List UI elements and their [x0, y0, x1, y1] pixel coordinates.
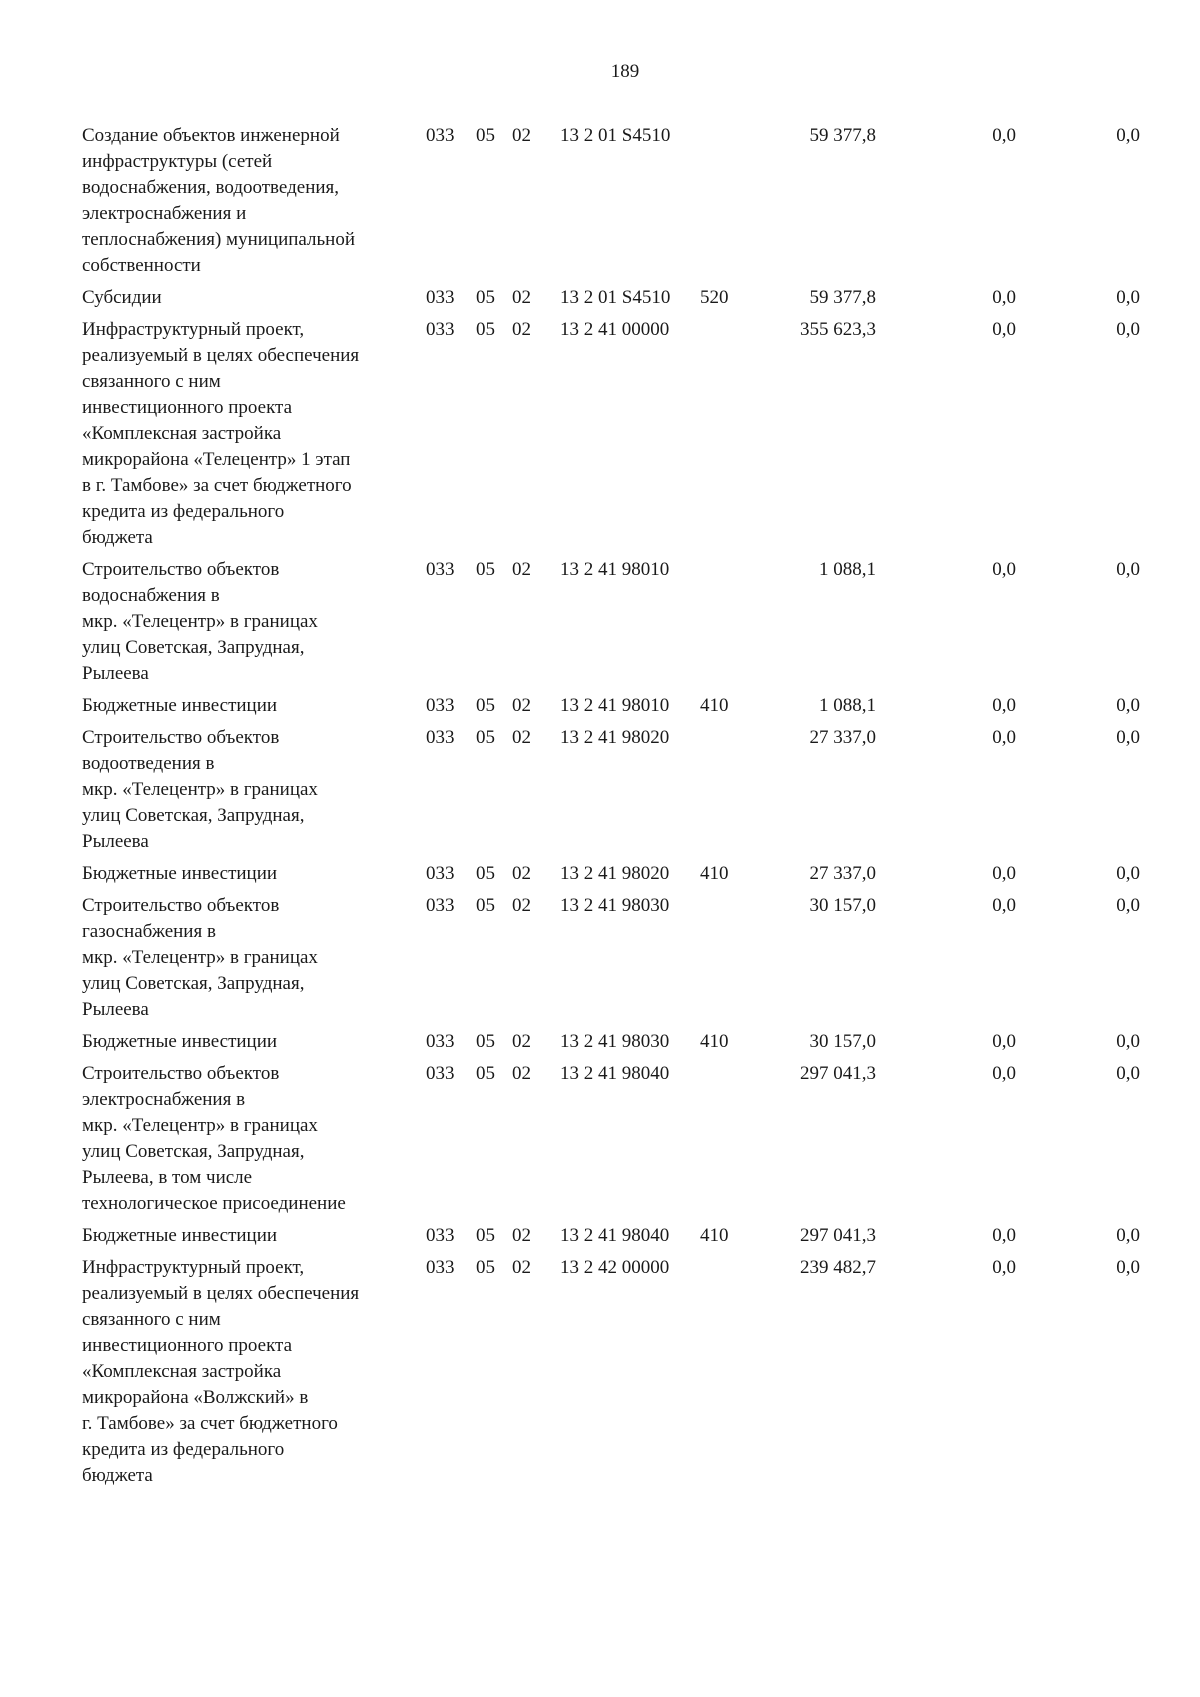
target-article-cell: 13 2 41 98040	[560, 1225, 670, 1246]
amount-year2-cell: 0,0	[992, 559, 1016, 580]
expense-type-cell: 410	[700, 1031, 729, 1052]
department-code-cell: 033	[426, 1031, 455, 1052]
amount-year2-cell: 0,0	[992, 125, 1016, 146]
item-name-line: водоснабжения, водоотведения,	[82, 177, 340, 198]
item-name-line: реализуемый в целях обеспечения	[82, 1283, 360, 1304]
target-article-cell: 13 2 01 S4510	[560, 287, 671, 308]
item-name-cell	[82, 123, 426, 285]
target-article-cell: 13 2 41 98030	[560, 895, 670, 916]
subsection-code-cell: 02	[512, 695, 531, 716]
department-code-cell: 033	[426, 287, 455, 308]
section-code-cell: 05	[476, 287, 495, 308]
item-name-line: улиц Советская, Запрудная,	[82, 805, 305, 826]
item-name-line: Создание объектов инженерной	[82, 125, 340, 146]
expense-type-cell: 410	[700, 695, 729, 716]
table-row	[82, 123, 1140, 285]
item-name-line: Рылеева, в том числе	[82, 1167, 253, 1188]
item-name-line: водоснабжения в	[82, 585, 220, 606]
item-name-cell	[82, 861, 426, 893]
amount-year2-cell: 0,0	[992, 695, 1016, 716]
item-name-line: Бюджетные инвестиции	[82, 1225, 278, 1246]
expense-type-cell	[700, 123, 748, 285]
department-code-cell: 033	[426, 895, 455, 916]
item-name-line: реализуемый в целях обеспечения	[82, 345, 360, 366]
target-article-cell: 13 2 41 98020	[560, 727, 670, 748]
item-name-line: инвестиционного проекта	[82, 397, 293, 418]
amount-year1-cell: 1 088,1	[819, 559, 876, 580]
amount-year2-cell: 0,0	[992, 1257, 1016, 1278]
amount-year2-cell: 0,0	[992, 1063, 1016, 1084]
expense-type-cell	[700, 725, 748, 861]
item-name-line: Строительство объектов	[82, 727, 280, 748]
budget-table-body	[82, 123, 1140, 1495]
amount-year1-cell: 27 337,0	[809, 863, 876, 884]
amount-year2-cell: 0,0	[992, 895, 1016, 916]
amount-year1-cell: 297 041,3	[800, 1225, 876, 1246]
item-name-line: Строительство объектов	[82, 1063, 280, 1084]
table-row	[82, 893, 1140, 1029]
amount-year1-cell: 59 377,8	[809, 125, 876, 146]
table-row	[82, 861, 1140, 893]
department-code-cell: 033	[426, 319, 455, 340]
target-article-cell: 13 2 41 98020	[560, 863, 670, 884]
item-name-line: мкр. «Телецентр» в границах	[82, 1115, 318, 1136]
expense-type-cell	[700, 317, 748, 557]
amount-year2-cell: 0,0	[992, 1031, 1016, 1052]
amount-year3-cell: 0,0	[1116, 125, 1140, 146]
table-row	[82, 557, 1140, 693]
department-code-cell: 033	[426, 1063, 455, 1084]
expense-type-cell	[700, 1061, 748, 1223]
section-code-cell: 05	[476, 559, 495, 580]
department-code-cell: 033	[426, 863, 455, 884]
subsection-code-cell: 02	[512, 1031, 531, 1052]
item-name-line: в г. Тамбове» за счет бюджетного	[82, 475, 352, 496]
section-code-cell: 05	[476, 125, 495, 146]
item-name-cell	[82, 557, 426, 693]
item-name-line: г. Тамбове» за счет бюджетного	[82, 1413, 338, 1434]
item-name-line: водоотведения в	[82, 753, 215, 774]
amount-year2-cell: 0,0	[992, 1225, 1016, 1246]
target-article-cell: 13 2 41 98010	[560, 559, 670, 580]
item-name-cell	[82, 893, 426, 1029]
subsection-code-cell: 02	[512, 125, 531, 146]
table-row	[82, 1255, 1140, 1495]
item-name-line: бюджета	[82, 527, 153, 548]
subsection-code-cell: 02	[512, 319, 531, 340]
table-row	[82, 317, 1140, 557]
amount-year3-cell: 0,0	[1116, 1063, 1140, 1084]
table-row	[82, 1061, 1140, 1223]
amount-year3-cell: 0,0	[1116, 895, 1140, 916]
target-article-cell: 13 2 41 98040	[560, 1063, 670, 1084]
item-name-line: Бюджетные инвестиции	[82, 863, 278, 884]
section-code-cell: 05	[476, 695, 495, 716]
subsection-code-cell: 02	[512, 1257, 531, 1278]
item-name-line: Строительство объектов	[82, 559, 280, 580]
item-name-line: мкр. «Телецентр» в границах	[82, 779, 318, 800]
expense-type-cell	[700, 557, 748, 693]
amount-year1-cell: 27 337,0	[809, 727, 876, 748]
expense-type-cell: 410	[700, 1225, 729, 1246]
amount-year2-cell: 0,0	[992, 319, 1016, 340]
target-article-cell: 13 2 41 00000	[560, 319, 670, 340]
item-name-cell	[82, 725, 426, 861]
item-name-cell	[82, 317, 426, 557]
amount-year1-cell: 355 623,3	[800, 319, 876, 340]
item-name-line: микрорайона «Волжский» в	[82, 1387, 309, 1408]
item-name-line: Бюджетные инвестиции	[82, 695, 278, 716]
item-name-line: технологическое присоединение	[82, 1193, 346, 1214]
item-name-line: кредита из федерального	[82, 501, 285, 522]
section-code-cell: 05	[476, 319, 495, 340]
table-row	[82, 285, 1140, 317]
subsection-code-cell: 02	[512, 1063, 531, 1084]
amount-year2-cell: 0,0	[992, 727, 1016, 748]
budget-table	[82, 123, 1140, 1495]
target-article-cell: 13 2 41 98010	[560, 695, 670, 716]
section-code-cell: 05	[476, 1031, 495, 1052]
subsection-code-cell: 02	[512, 727, 531, 748]
amount-year3-cell: 0,0	[1116, 1031, 1140, 1052]
section-code-cell: 05	[476, 1063, 495, 1084]
table-row	[82, 1223, 1140, 1255]
item-name-line: Рылеева	[82, 663, 149, 684]
amount-year1-cell: 30 157,0	[809, 1031, 876, 1052]
expense-type-cell	[700, 893, 748, 1029]
amount-year3-cell: 0,0	[1116, 863, 1140, 884]
item-name-cell	[82, 1061, 426, 1223]
amount-year3-cell: 0,0	[1116, 1257, 1140, 1278]
section-code-cell: 05	[476, 727, 495, 748]
department-code-cell: 033	[426, 727, 455, 748]
table-row	[82, 725, 1140, 861]
amount-year1-cell: 30 157,0	[809, 895, 876, 916]
amount-year3-cell: 0,0	[1116, 695, 1140, 716]
item-name-line: микрорайона «Телецентр» 1 этап	[82, 449, 351, 470]
item-name-line: электроснабжения в	[82, 1089, 246, 1110]
item-name-line: улиц Советская, Запрудная,	[82, 1141, 305, 1162]
item-name-cell	[82, 1029, 426, 1061]
item-name-line: Субсидии	[82, 287, 162, 308]
target-article-cell: 13 2 42 00000	[560, 1257, 670, 1278]
expense-type-cell	[700, 1255, 748, 1495]
subsection-code-cell: 02	[512, 863, 531, 884]
table-row	[82, 693, 1140, 725]
amount-year1-cell: 297 041,3	[800, 1063, 876, 1084]
item-name-line: Бюджетные инвестиции	[82, 1031, 278, 1052]
section-code-cell: 05	[476, 895, 495, 916]
amount-year2-cell: 0,0	[992, 287, 1016, 308]
item-name-cell	[82, 1255, 426, 1495]
item-name-cell	[82, 693, 426, 725]
amount-year1-cell: 1 088,1	[819, 695, 876, 716]
section-code-cell: 05	[476, 1257, 495, 1278]
expense-type-cell: 410	[700, 863, 729, 884]
section-code-cell: 05	[476, 863, 495, 884]
amount-year3-cell: 0,0	[1116, 287, 1140, 308]
item-name-line: связанного с ним	[82, 371, 221, 392]
amount-year1-cell: 239 482,7	[800, 1257, 876, 1278]
item-name-line: кредита из федерального	[82, 1439, 285, 1460]
amount-year1-cell: 59 377,8	[809, 287, 876, 308]
subsection-code-cell: 02	[512, 287, 531, 308]
item-name-line: инвестиционного проекта	[82, 1335, 293, 1356]
item-name-line: Инфраструктурный проект,	[82, 1257, 305, 1278]
amount-year3-cell: 0,0	[1116, 1225, 1140, 1246]
amount-year2-cell: 0,0	[992, 863, 1016, 884]
item-name-line: собственности	[82, 255, 201, 276]
amount-year3-cell: 0,0	[1116, 559, 1140, 580]
amount-year3-cell: 0,0	[1116, 319, 1140, 340]
subsection-code-cell: 02	[512, 1225, 531, 1246]
item-name-line: теплоснабжения) муниципальной	[82, 229, 355, 250]
item-name-line: бюджета	[82, 1465, 153, 1486]
item-name-line: улиц Советская, Запрудная,	[82, 637, 305, 658]
item-name-line: «Комплексная застройка	[82, 1361, 282, 1382]
item-name-line: Строительство объектов	[82, 895, 280, 916]
department-code-cell: 033	[426, 1225, 455, 1246]
department-code-cell: 033	[426, 695, 455, 716]
target-article-cell: 13 2 41 98030	[560, 1031, 670, 1052]
table-row	[82, 1029, 1140, 1061]
item-name-line: электроснабжения и	[82, 203, 247, 224]
target-article-cell: 13 2 01 S4510	[560, 125, 671, 146]
item-name-line: мкр. «Телецентр» в границах	[82, 947, 318, 968]
item-name-line: связанного с ним	[82, 1309, 221, 1330]
subsection-code-cell: 02	[512, 895, 531, 916]
item-name-line: Рылеева	[82, 999, 149, 1020]
section-code-cell: 05	[476, 1225, 495, 1246]
item-name-cell	[82, 1223, 426, 1255]
item-name-line: инфраструктуры (сетей	[82, 151, 273, 172]
item-name-line: газоснабжения в	[82, 921, 216, 942]
expense-type-cell: 520	[700, 287, 729, 308]
item-name-line: мкр. «Телецентр» в границах	[82, 611, 318, 632]
item-name-line: улиц Советская, Запрудная,	[82, 973, 305, 994]
subsection-code-cell: 02	[512, 559, 531, 580]
item-name-line: Инфраструктурный проект,	[82, 319, 305, 340]
item-name-line: Рылеева	[82, 831, 149, 852]
amount-year3-cell: 0,0	[1116, 727, 1140, 748]
item-name-cell	[82, 285, 426, 317]
department-code-cell: 033	[426, 125, 455, 146]
department-code-cell: 033	[426, 1257, 455, 1278]
department-code-cell: 033	[426, 559, 455, 580]
page-number: 189	[610, 61, 640, 82]
item-name-line: «Комплексная застройка	[82, 423, 282, 444]
